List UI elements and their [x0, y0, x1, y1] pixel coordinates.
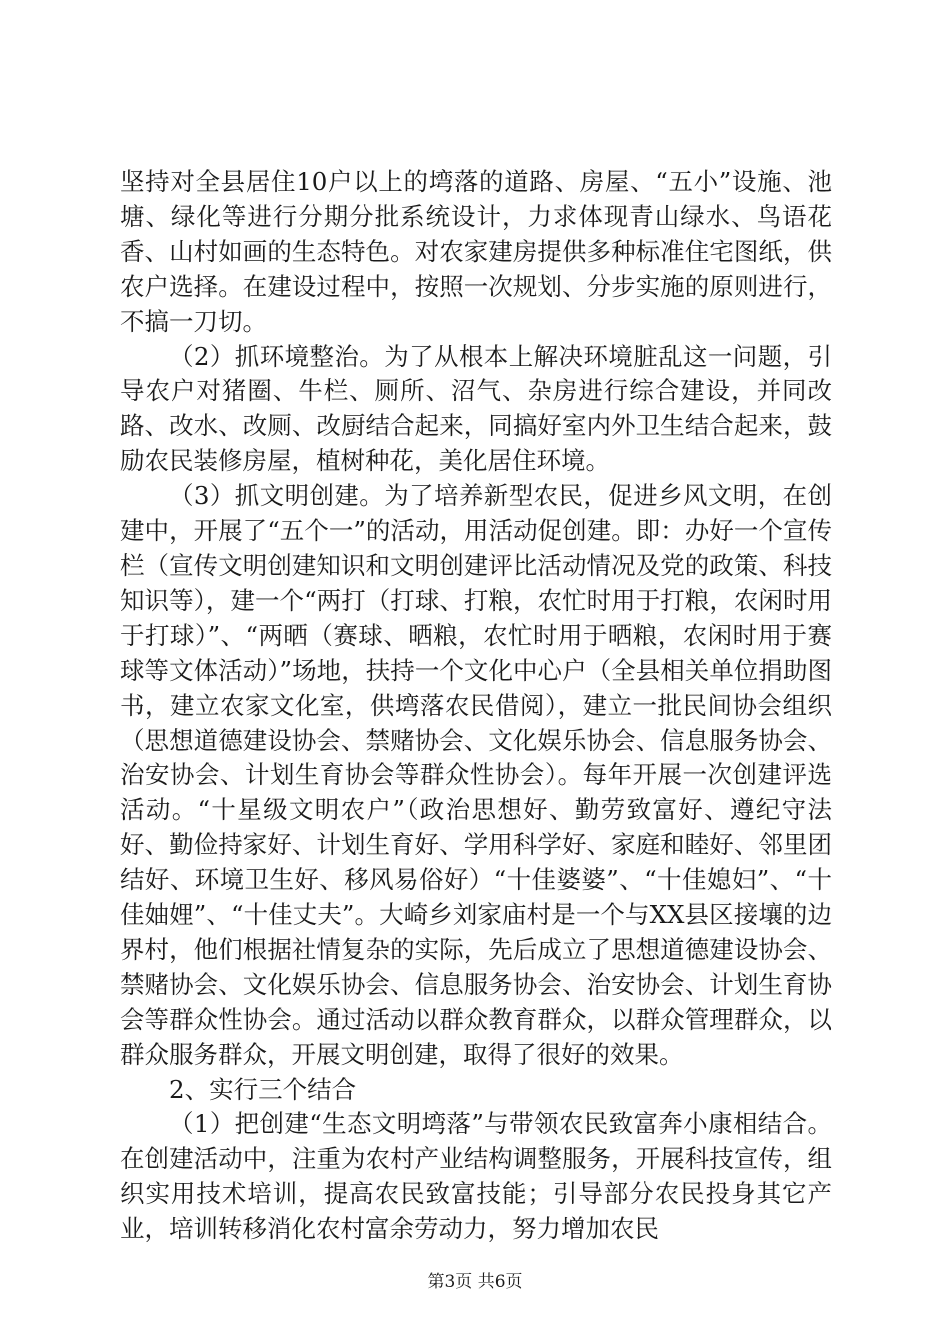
paragraph-civilization: （3）抓文明创建。为了培养新型农民，促进乡风文明，在创建中，开展了“五个一”的活动，用活动促创建。即：办好一个宣传栏（宣传文明创建知识和文明创建评比活动情况及党的政策、科技知识等），建一个“两打（打球、打粮，农忙时用于打粮，农闲时用于打球）”、“两晒（赛球、晒粮，农忙时用于晒粮，农闲时用于赛球等文体活动）”场地，扶持一个文化中心户（全县相关单位捐助图书，建立农家文化室，供塆落农民借阅），建立一批民间协会组织（思想道德建设协会、禁赌协会、文化娱乐协会、信息服务协会、治安协会、计划生育协会等群众性协会）。每年开展一次创建评选活动。“十星级文明农户”（政治思想好、勤劳致富好、遵纪守法好、勤俭持家好、计划生育好、学用科学好、家庭和睦好、邻里团结好、环境卫生好、移风易俗好）“十佳婆婆”、“十佳媳妇”、“十佳妯娌”、“十佳丈夫”。大崎乡刘家庙村是一个与XX县区接壤的边界村，他们根据社情复杂的实际，先后成立了思想道德建设协会、禁赌协会、文化娱乐协会、信息服务协会、治安协会、计划生育协会等群众性协会。通过活动以群众教育群众，以群众管理群众，以群众服务群众，开展文明创建，取得了很好的效果。 [120, 481, 832, 1069]
page-footer: 第3页 共6页 [427, 1272, 523, 1292]
paragraph-environment: （2）抓环境整治。为了从根本上解决环境脏乱这一问题，引导农户对猪圈、牛栏、厕所、沼气、杂房进行综合建设，并同改路、改水、改厕、改厨结合起来，同搞好室内外卫生结合起来，鼓励农民装修房屋，植树种花，美化居住环境。 [120, 341, 832, 476]
body-text [120, 165, 832, 1247]
paragraph-continued: 坚持对全县居住10户以上的塆落的道路、房屋、“五小”设施、池塘、绿化等进行分期分批系统设计，力求体现青山绿水、鸟语花香、山村如画的生态特色。对农家建房提供多种标准住宅图纸，供农户选择。在建设过程中，按照一次规划、分步实施的原则进行，不搞一刀切。 [120, 167, 832, 336]
section-heading: 2、实行三个结合 [169, 1074, 357, 1104]
paragraph-combination: （1）把创建“生态文明塆落”与带领农民致富奔小康相结合。在创建活动中，注重为农村产业结构调整服务，开展科技宣传，组织实用技术培训，提高农民致富技能；引导部分农民投身其它产业，培训转移消化农村富余劳动力，努力增加农民 [120, 1109, 832, 1244]
